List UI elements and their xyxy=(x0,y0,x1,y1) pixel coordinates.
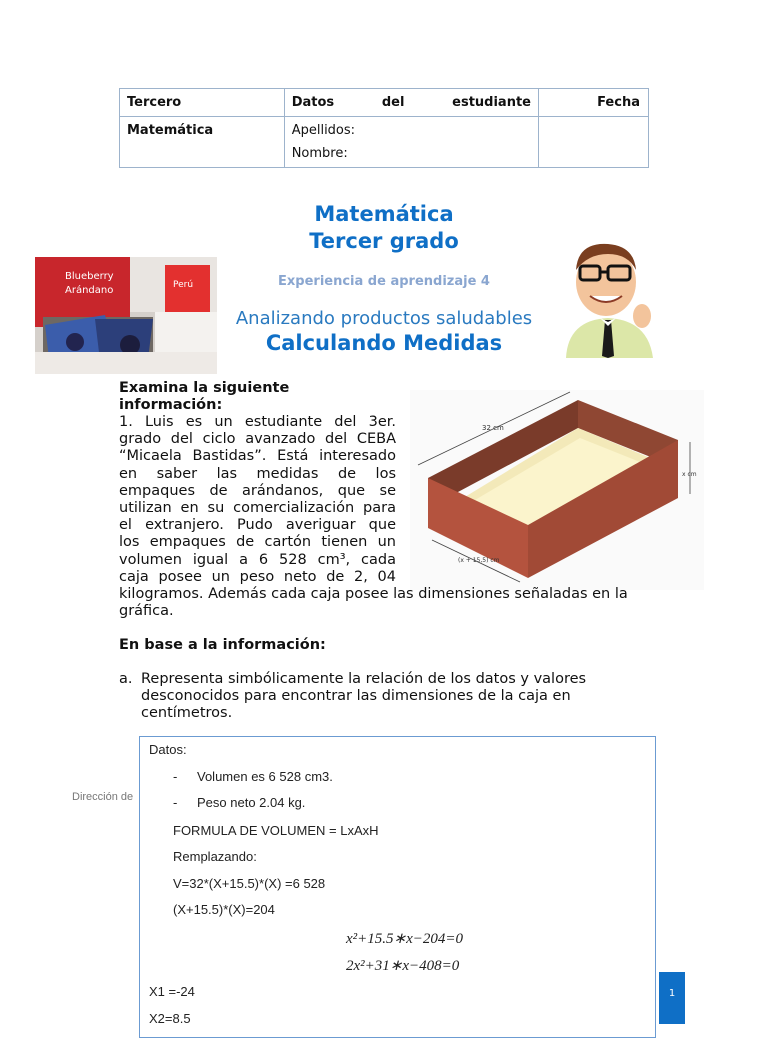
intro-heading: Examina la siguiente información: xyxy=(119,380,290,414)
p1-line: 1. Luis es un estudiante del 3er. xyxy=(119,414,396,430)
title-line1: Matemática xyxy=(314,202,454,226)
date-cell xyxy=(538,89,648,117)
datos-label: Datos: xyxy=(149,742,187,757)
bullet-weight: Peso neto 2.04 kg. xyxy=(197,795,306,810)
p1-line: volumen igual a 6 528 cm³, cada xyxy=(119,551,396,568)
p1-line: los empaques de cartón tienen un xyxy=(119,534,396,551)
date-label: Fecha xyxy=(597,95,640,110)
grade-label: Tercero xyxy=(127,95,182,110)
heading: Calculando Medidas xyxy=(265,331,503,355)
page-number-badge: 1 xyxy=(659,972,685,1024)
p1-line: utilizan en su comercialización para xyxy=(119,500,396,517)
name-field: Nombre: xyxy=(291,146,348,161)
p1-line: “Micaela Bastidas”. Está interesado xyxy=(119,448,396,465)
student-data-cell xyxy=(284,89,538,117)
replacing-line: Remplazando: xyxy=(173,849,257,864)
box-dimensions-diagram xyxy=(410,390,704,590)
answer-box xyxy=(139,736,656,1038)
bullet-volume: Volumen es 6 528 cm3. xyxy=(197,769,333,784)
diagram-bottom-label: (x + 15,5) cm xyxy=(458,557,500,564)
problem-paragraph xyxy=(119,414,396,586)
subtitle: Analizando productos saludables xyxy=(235,308,533,329)
footer-text: Dirección de xyxy=(72,791,134,803)
equation-3: x²+15.5∗x−204=0 xyxy=(346,931,463,947)
diagram-side-label: x cm xyxy=(682,471,697,478)
blueberry-photo-graphic xyxy=(35,257,217,374)
grade-cell xyxy=(120,89,285,117)
equation-2: (X+15.5)*(X)=204 xyxy=(173,902,275,917)
photo-label-peru: Perú xyxy=(173,280,194,290)
student-header-table xyxy=(119,88,649,168)
solution-x2: X2=8.5 xyxy=(149,1011,191,1026)
date-value-cell xyxy=(538,117,648,168)
subject-label: Matemática xyxy=(127,123,214,138)
diagram-top-label: 32 cm xyxy=(482,424,504,432)
student-data-label: Datos del estudiante xyxy=(291,95,531,110)
p1-line: grado del ciclo avanzado del CEBA xyxy=(119,431,396,448)
photo-label-arandano: Arándano xyxy=(65,285,114,296)
teacher-cartoon-icon xyxy=(558,240,658,358)
solution-x1: X1 =-24 xyxy=(149,984,195,999)
p1-tail: kilogramos. Además cada caja posee las dimensiones señaladas en la gráfica. xyxy=(119,586,628,620)
base-heading: En base a la información: xyxy=(119,637,326,653)
title-line2: Tercer grado xyxy=(309,229,459,253)
bullet-dash: - xyxy=(173,795,178,810)
subject-cell xyxy=(120,117,285,168)
item-a-text: Representa simbólicamente la relación de los datos y valores desconocidos para encontrar las dimensiones de la caja en centímetros. xyxy=(141,671,587,722)
names-cell xyxy=(284,117,538,168)
p1-line: empaques de arándanos, que se xyxy=(119,482,396,499)
formula-line: FORMULA DE VOLUMEN = LxAxH xyxy=(173,823,379,838)
blueberry-photo xyxy=(35,257,217,374)
p1-line: caja posee un peso neto de 2, 04 xyxy=(119,568,396,585)
equation-4: 2x²+31∗x−408=0 xyxy=(346,958,460,974)
surnames-field: Apellidos: xyxy=(291,123,356,138)
bullet-dash: - xyxy=(173,769,178,784)
photo-label-blueberry: Blueberry xyxy=(65,271,114,282)
p1-line: en saber las medidas de los xyxy=(119,465,396,482)
equation-1: V=32*(X+15.5)*(X) =6 528 xyxy=(173,876,326,891)
experience-label: Experiencia de aprendizaje 4 xyxy=(278,274,490,289)
p1-line: el extranjero. Pudo averiguar que xyxy=(119,517,396,534)
item-a-label: a. xyxy=(119,671,133,687)
